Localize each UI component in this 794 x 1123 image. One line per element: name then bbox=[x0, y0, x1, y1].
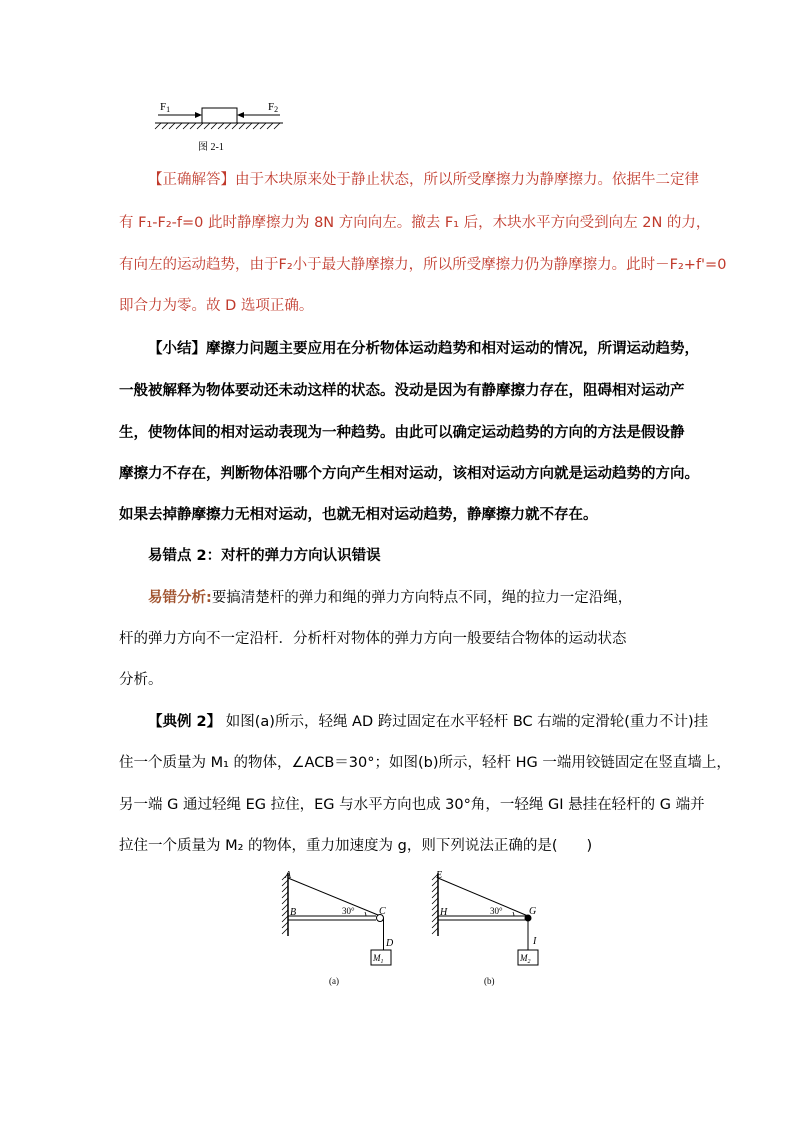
mass-label-m1: $M_1$ bbox=[373, 953, 384, 965]
analysis-tag: 易错分析: bbox=[148, 590, 212, 606]
answer-line-1 bbox=[148, 170, 713, 190]
analysis-line-3: 分析。 bbox=[119, 672, 163, 688]
example-2-line-4: 拉住一个质量为 M₂ 的物体，重力加速度为 g，则下列说法正确的是( ) bbox=[119, 838, 593, 854]
example-2-line-3: 另一端 G 通过轻绳 EG 拉住，EG 与水平方向也成 30°角，一轻绳 GI 悬挂在轻杆的 G 端并 bbox=[119, 797, 705, 813]
answer-line-2: 有 F₁-F₂-f=0 此时静摩擦力为 8N 方向向左。撤去 F₁ 后，木块水平方向受到向左 2N 的力， bbox=[119, 215, 711, 231]
angle-label-a: 30° bbox=[342, 906, 355, 916]
summary-line-2: 一般被解释为物体要动还未动这样的状态。没动是因为有静摩擦力存在，阻碍相对运动产 bbox=[119, 383, 685, 399]
figure-2-1 bbox=[150, 98, 290, 158]
caption-b: (b) bbox=[484, 976, 495, 986]
label-i: I bbox=[533, 936, 537, 947]
example-2-text-1: 如图(a)所示，轻绳 AD 跨过固定在水平轻杆 BC 右端的定滑轮(重力不计)挂 bbox=[221, 714, 709, 730]
example-2-line-2: 住一个质量为 M₁ 的物体，∠ACB＝30°；如图(b)所示，轻杆 HG 一端用铰链固定在竖直墙上， bbox=[119, 755, 731, 771]
angle-label-b: 30° bbox=[490, 906, 503, 916]
f2-label: F2 bbox=[268, 101, 279, 114]
label-b: B bbox=[290, 907, 297, 918]
label-e: E bbox=[436, 870, 443, 881]
label-c: C bbox=[379, 906, 386, 917]
analysis-text-1: 要搞清楚杆的弹力和绳的弹力方向特点不同，绳的拉力一定沿绳， bbox=[211, 590, 633, 606]
f2-arrowhead bbox=[237, 112, 244, 118]
figure-2-1-caption: 图 2-1 bbox=[198, 142, 224, 153]
answer-line-3: 有向左的运动趋势，由于F₂小于最大静摩擦力，所以所受摩擦力仍为静摩擦力。此时－F₂+f'=0 bbox=[119, 257, 727, 273]
figure-example-2-diagram bbox=[270, 868, 570, 993]
answer-text-1: 由于木块原来处于静止状态，所以所受摩擦力为静摩擦力。依据牛二定律 bbox=[235, 172, 699, 188]
mass-label-m2: $M_2$ bbox=[520, 953, 531, 965]
example-2-line-1 bbox=[148, 712, 713, 732]
label-h: H bbox=[440, 907, 448, 918]
caption-a: (a) bbox=[329, 976, 339, 986]
summary-line-3: 生，使物体间的相对运动表现为一种趋势。由此可以确定运动趋势的方向的方法是假设静 bbox=[119, 425, 685, 441]
summary-line-5: 如果去掉静摩擦力无相对运动，也就无相对运动趋势，静摩擦力就不存在。 bbox=[119, 507, 598, 523]
label-d: D bbox=[386, 938, 394, 949]
example-2-tag: 【典例 2】 bbox=[148, 714, 222, 730]
summary-line-4: 摩擦力不存在，判断物体沿哪个方向产生相对运动，该相对运动方向就是运动趋势的方向。 bbox=[119, 466, 699, 482]
label-a: A bbox=[285, 870, 292, 881]
wooden-block bbox=[202, 108, 237, 123]
answer-tag: 【正确解答】 bbox=[148, 172, 235, 188]
f1-arrowhead bbox=[195, 112, 202, 118]
error-point-2-heading: 易错点 2：对杆的弹力方向认识错误 bbox=[148, 548, 381, 564]
figure-example-2 bbox=[270, 868, 570, 993]
f1-label: F1 bbox=[160, 101, 171, 114]
figure-2-1-diagram bbox=[150, 98, 290, 158]
label-g: G bbox=[529, 906, 537, 917]
summary-tag: 【小结】 bbox=[148, 341, 206, 357]
analysis-line-1 bbox=[148, 588, 713, 608]
figure-a bbox=[282, 870, 394, 986]
summary-text-1: 摩擦力问题主要应用在分析物体运动趋势和相对运动的情况，所谓运动趋势， bbox=[206, 341, 699, 357]
figure-b bbox=[432, 870, 538, 986]
summary-line-1 bbox=[148, 339, 713, 359]
analysis-line-2: 杆的弹力方向不一定沿杆．分析杆对物体的弹力方向一般要结合物体的运动状态 bbox=[119, 631, 627, 647]
answer-line-4: 即合力为零。故 D 选项正确。 bbox=[119, 298, 314, 314]
